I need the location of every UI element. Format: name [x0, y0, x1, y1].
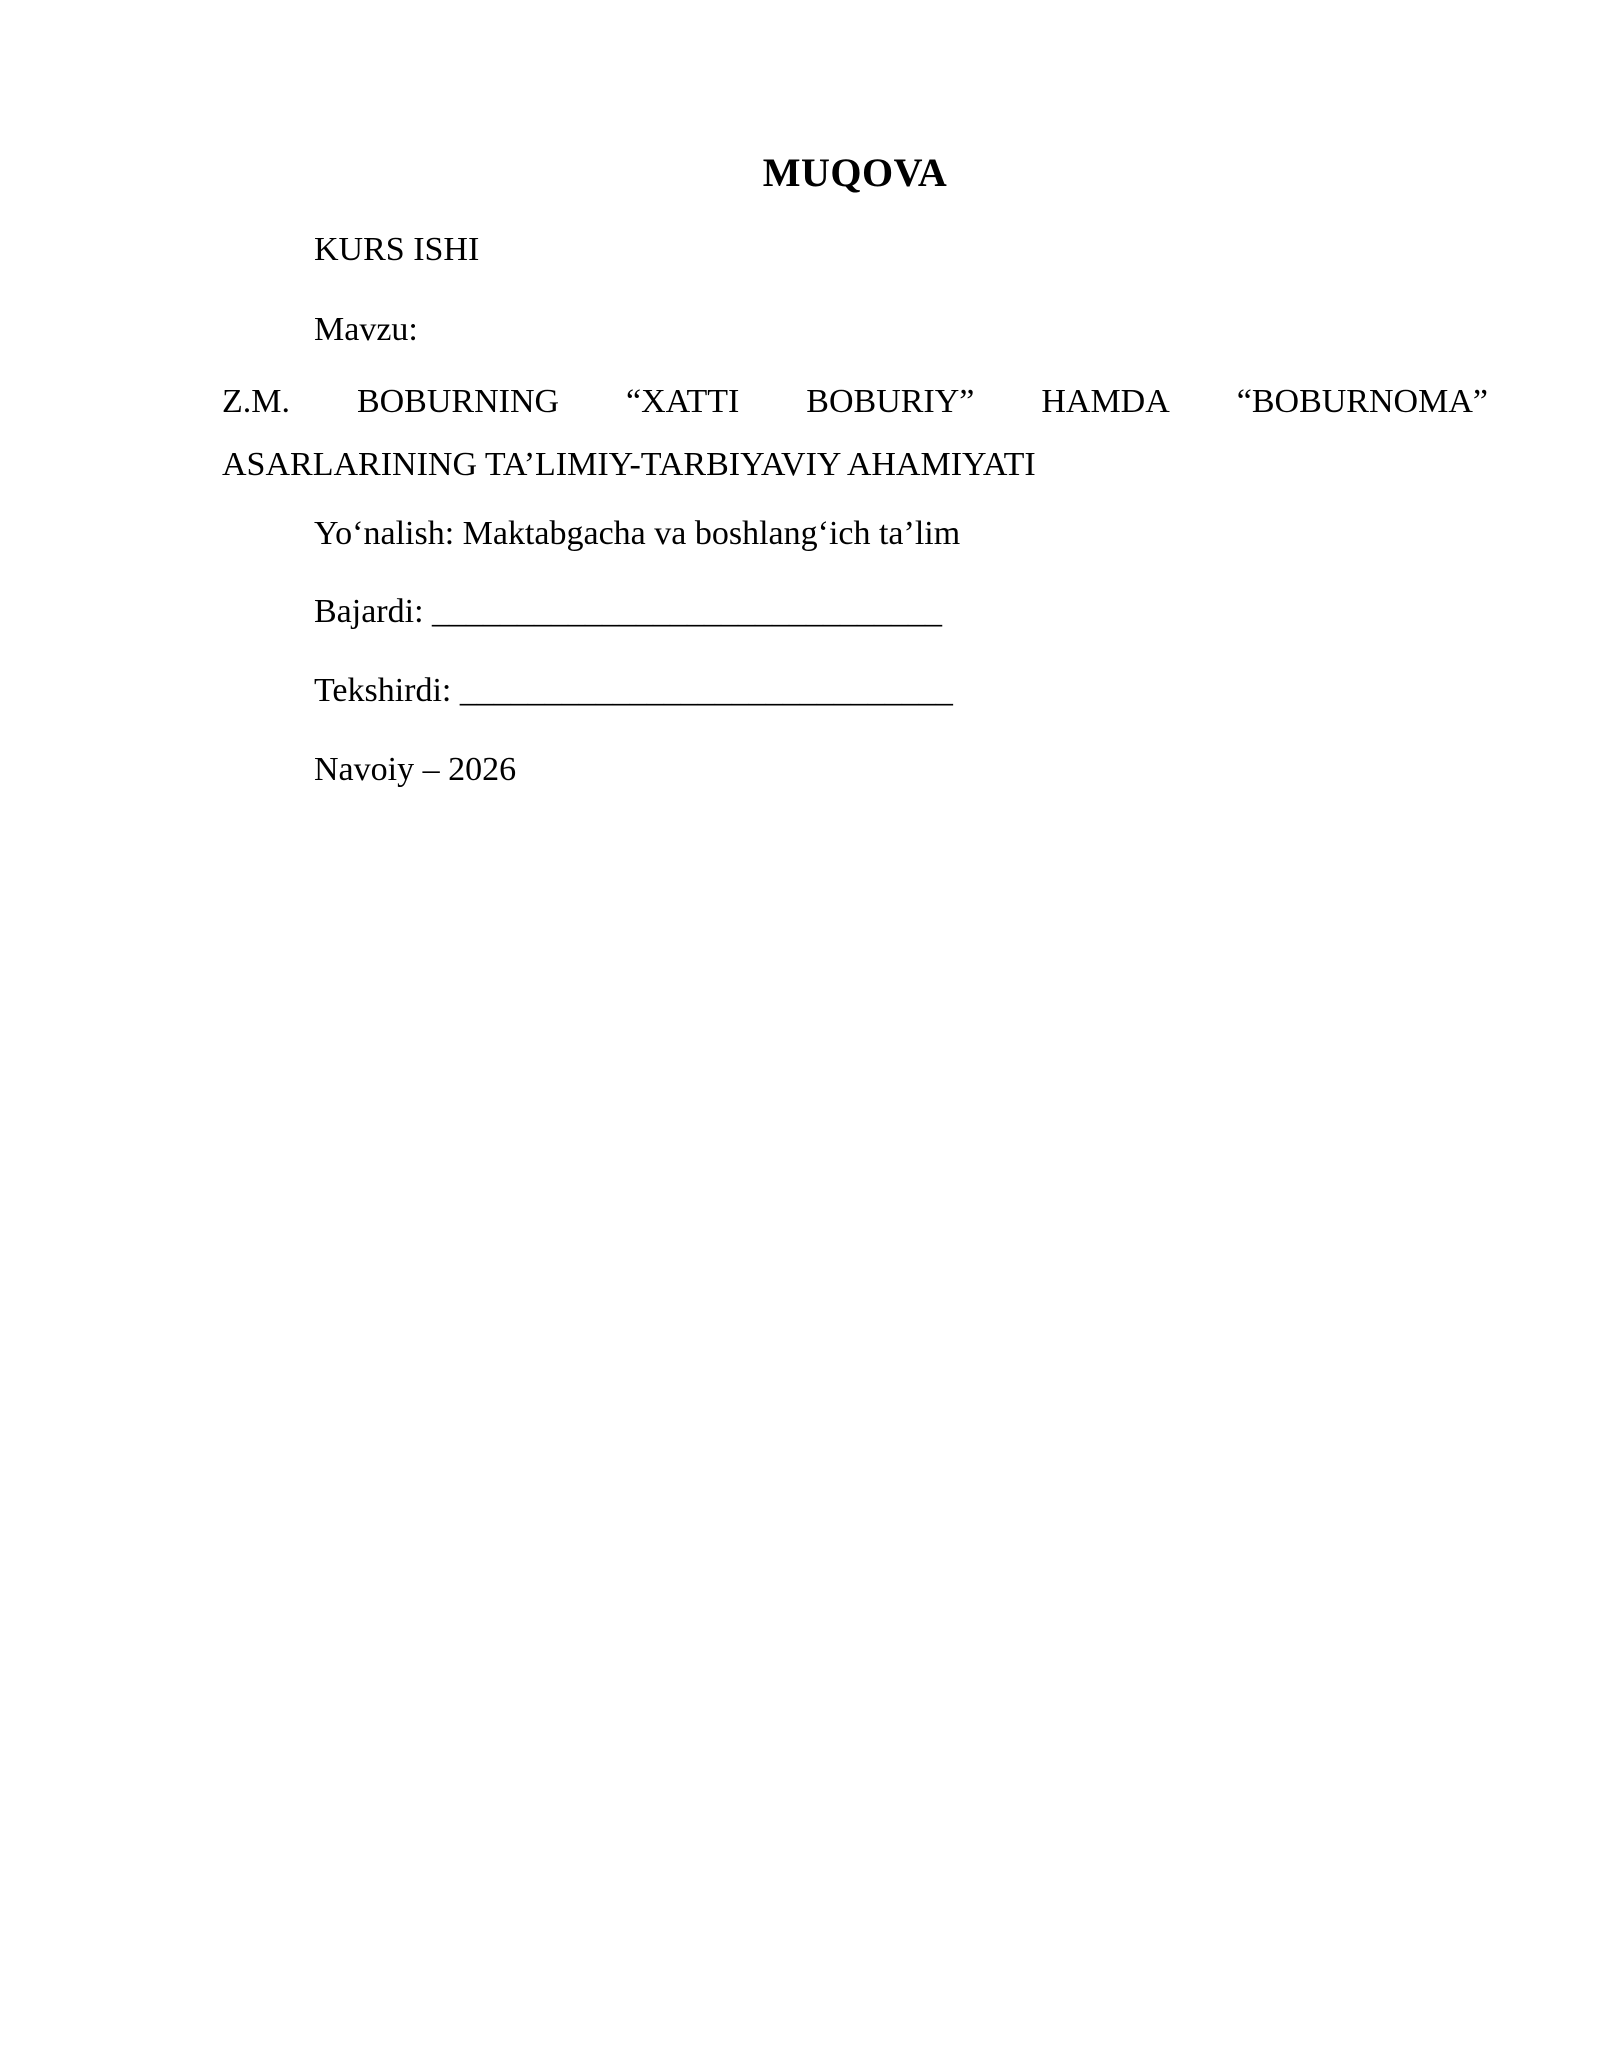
topic-word: BOBURIY”	[806, 383, 975, 420]
performed-by-line: Bajardi: ______________________________	[314, 593, 943, 630]
topic-word: Z.M.	[222, 383, 290, 420]
topic-word: HAMDA	[1041, 383, 1170, 420]
work-type: KURS ISHI	[314, 231, 480, 268]
topic-word: “XATTI	[626, 383, 740, 420]
direction-line: Yo‘nalish: Maktabgacha va boshlang‘ich ta’lim	[314, 515, 961, 552]
topic-line-1	[222, 370, 1488, 433]
topic-label: Mavzu:	[314, 311, 418, 348]
place-year: Navoiy – 2026	[314, 751, 517, 788]
page-title: MUQOVA	[762, 150, 948, 195]
topic-line-2: ASARLARINING TA’LIMIY-TARBIYAVIY AHAMIYATI	[222, 446, 1036, 483]
checked-by-line: Tekshirdi: _____________________________	[314, 672, 953, 709]
topic-word: “BOBURNOMA”	[1236, 383, 1488, 420]
topic-word: BOBURNING	[356, 383, 560, 420]
topic-text	[222, 370, 1488, 496]
